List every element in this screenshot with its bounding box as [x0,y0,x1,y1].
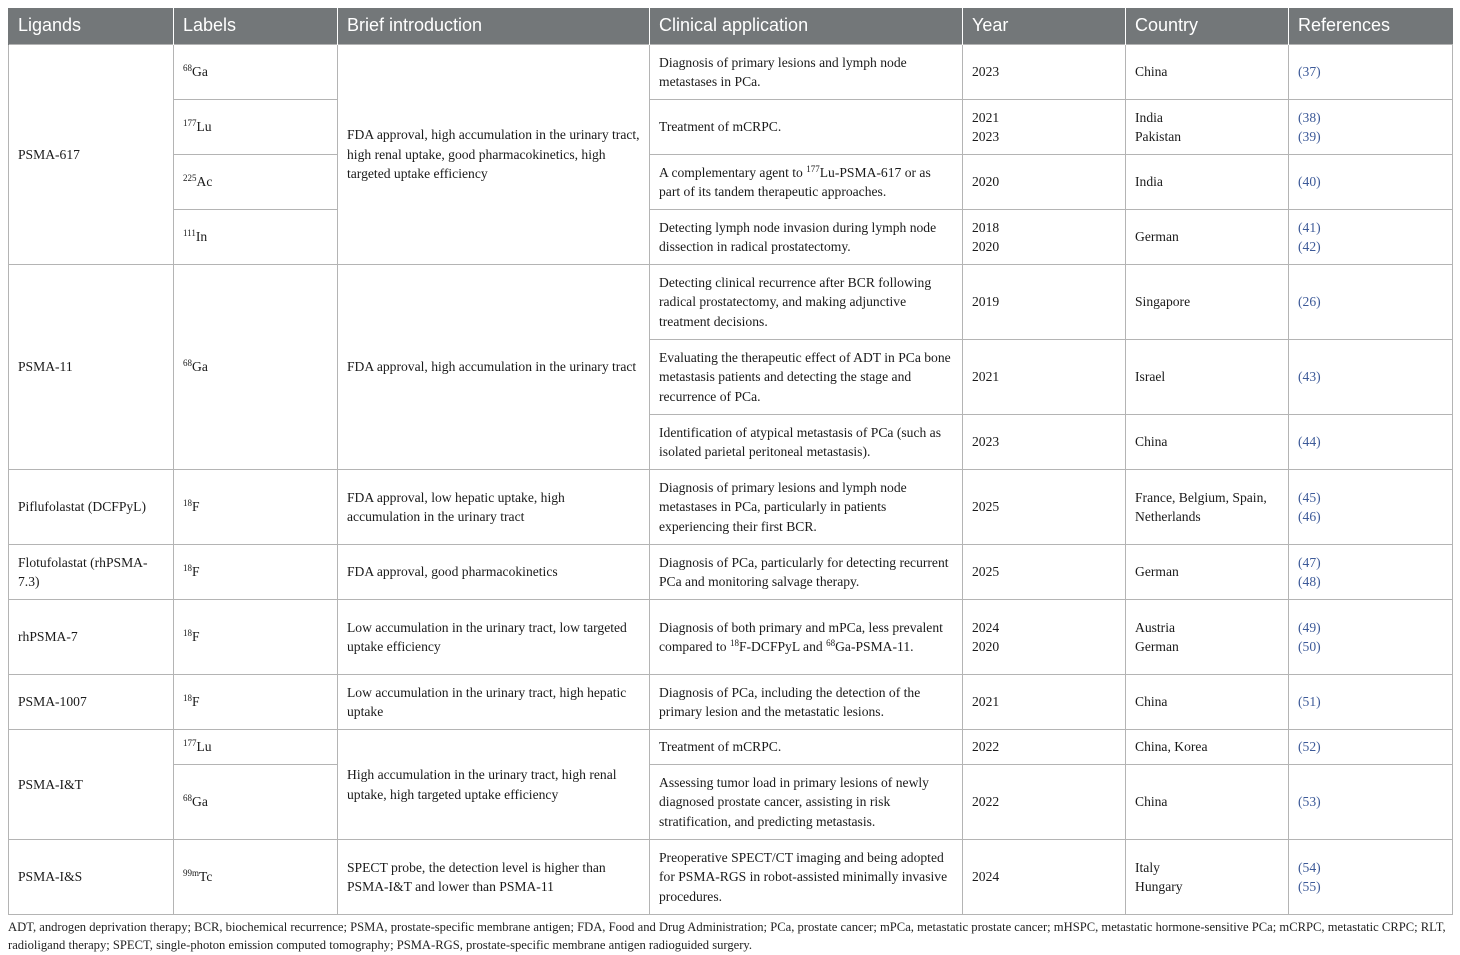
label-cell [174,840,338,915]
isotope-mass: 18 [183,498,192,509]
isotope-mass: 111 [183,228,196,239]
reference-link[interactable]: (42) [1298,239,1321,254]
reference-link[interactable]: (48) [1298,574,1321,589]
reference-link[interactable]: (52) [1298,739,1321,755]
table-row [9,45,1453,100]
label-cell [174,100,338,155]
label-cell [174,545,338,600]
country-value: Hungary [1135,879,1183,894]
year-cell: 2025 [963,470,1126,545]
isotope-mass: 177 [806,163,820,174]
table-container [8,8,1452,954]
header-year: Year [963,8,1126,45]
label-cell [174,730,338,765]
clinical-cell: Identification of atypical metastasis of PCa (such as isolated parietal peritoneal metastasis). [650,415,963,470]
ligand-cell: Flotufolastat (rhPSMA-7.3) [9,545,174,600]
clinical-cell: Treatment of mCRPC. [650,100,963,155]
country-cell: Israel [1126,340,1289,415]
clinical-cell [650,155,963,210]
isotope-mass: 18 [183,563,192,574]
year-cell: 2023 [963,45,1126,100]
clinical-text: A complementary agent to [659,164,807,180]
intro-cell: FDA approval, high accumulation in the urinary tract, high renal uptake, good pharmacokinetics, high targeted uptake efficiency [338,45,650,265]
table-row [9,100,1453,155]
header-labels: Labels [174,8,338,45]
clinical-text: Diagnosis of both primary and mPCa, less prevalent compared to [659,619,943,654]
clinical-cell: Detecting clinical recurrence after BCR following radical prostatectomy, and making adjunctive treatment decisions. [650,265,963,340]
reference-cell [1289,100,1453,155]
country-cell [1126,600,1289,675]
country-value: Austria [1135,619,1176,635]
country-cell: German [1126,210,1289,265]
clinical-cell: Diagnosis of PCa, including the detection of the primary lesion and the metastatic lesions. [650,675,963,730]
year-cell: 2020 [963,155,1126,210]
reference-link[interactable]: (53) [1298,794,1321,810]
isotope-mass: 18 [729,638,739,649]
header-brief-introduction: Brief introduction [338,8,650,45]
country-cell: France, Belgium, Spain, Netherlands [1126,470,1289,545]
intro-cell: Low accumulation in the urinary tract, low targeted uptake efficiency [338,600,650,675]
year-value: 2020 [972,239,1000,254]
table-footnote: ADT, androgen deprivation therapy; BCR, biochemical recurrence; PSMA, prostate-specific membrane antigen; FDA, Food and Drug Administration; PCa, prostate cancer; mPCa, metastatic prostate cancer; mHSPC, metastatic hormone-sensitive PCa; mCRPC, metastatic CRPC; RLT, radioligand therapy; SPECT, single-photon emission computed tomography; PSMA-RGS, prostate-specific membrane antigen radioguided surgery. [8,920,1446,952]
isotope-element: Lu [196,739,212,755]
ligand-cell: PSMA-I&T [9,730,174,840]
isotope-mass: 68 [183,63,192,74]
intro-cell: Low accumulation in the urinary tract, high hepatic uptake [338,675,650,730]
isotope-element: In [195,229,208,245]
table-row [9,155,1453,210]
reference-link[interactable]: (38) [1298,109,1321,125]
clinical-cell: Preoperative SPECT/CT imaging and being adopted for PSMA-RGS in robot-assisted minimally invasive procedures. [650,840,963,915]
clinical-text: F-DCFPyL and [738,639,827,654]
clinical-cell [650,600,963,675]
isotope-element: Tc [199,869,213,885]
country-cell: India [1126,155,1289,210]
country-cell: China, Korea [1126,730,1289,765]
year-cell: 2025 [963,545,1126,600]
reference-link[interactable]: (49) [1298,619,1321,635]
year-value: 2024 [972,619,1000,635]
clinical-cell: Diagnosis of primary lesions and lymph node metastases in PCa, particularly in patients experiencing their first BCR. [650,470,963,545]
label-cell [174,470,338,545]
isotope-mass: 99m [183,868,200,879]
clinical-cell: Assessing tumor load in primary lesions of newly diagnosed prostate cancer, assisting in risk stratification, and predicting metastasis. [650,765,963,840]
year-cell [963,210,1126,265]
reference-link[interactable]: (44) [1298,434,1321,450]
year-value: 2020 [972,639,1000,654]
reference-cell [1289,415,1453,470]
intro-cell: FDA approval, good pharmacokinetics [338,545,650,600]
year-cell: 2023 [963,415,1126,470]
reference-link[interactable]: (45) [1298,489,1321,505]
table-row [9,840,1453,915]
header-clinical-application: Clinical application [650,8,963,45]
isotope-element: F [192,694,200,710]
header-country: Country [1126,8,1289,45]
reference-cell [1289,600,1453,675]
reference-cell [1289,340,1453,415]
clinical-cell: Evaluating the therapeutic effect of ADT in PCa bone metastasis patients and detecting the stage and recurrence of PCa. [650,340,963,415]
reference-link[interactable]: (39) [1298,129,1321,144]
reference-link[interactable]: (43) [1298,369,1321,385]
isotope-mass: 68 [183,358,192,369]
ligand-cell: PSMA-1007 [9,675,174,730]
country-value: India [1135,109,1163,125]
reference-cell [1289,730,1453,765]
label-cell [174,265,338,470]
clinical-cell: Diagnosis of primary lesions and lymph node metastases in PCa. [650,45,963,100]
intro-cell: FDA approval, high accumulation in the urinary tract [338,265,650,470]
table-row [9,765,1453,840]
year-value: 2021 [972,109,1000,125]
clinical-cell: Treatment of mCRPC. [650,730,963,765]
isotope-mass: 68 [183,793,192,804]
country-cell [1126,840,1289,915]
country-cell: China [1126,675,1289,730]
country-value: Pakistan [1135,129,1182,144]
year-cell: 2022 [963,765,1126,840]
header-references: References [1289,8,1453,45]
reference-link[interactable]: (51) [1298,694,1321,710]
reference-link[interactable]: (50) [1298,639,1321,654]
year-value: 2018 [972,219,1000,235]
clinical-text: Lu-PSMA-617 or as part of its tandem therapeutic approaches. [659,164,931,199]
label-cell [174,765,338,840]
isotope-element: Ac [196,174,213,190]
intro-cell: FDA approval, low hepatic uptake, high accumulation in the urinary tract [338,470,650,545]
year-cell: 2024 [963,840,1126,915]
country-cell: Singapore [1126,265,1289,340]
isotope-element: F [192,564,200,580]
reference-cell [1289,210,1453,265]
reference-cell [1289,155,1453,210]
country-cell: China [1126,415,1289,470]
reference-cell [1289,545,1453,600]
ligand-cell: PSMA-617 [9,45,174,265]
intro-cell: SPECT probe, the detection level is higher than PSMA-I&T and lower than PSMA-11 [338,840,650,915]
isotope-mass: 177 [183,738,197,749]
year-value: 2023 [972,129,1000,144]
reference-link[interactable]: (47) [1298,554,1321,570]
table-row [9,470,1453,545]
clinical-cell: Detecting lymph node invasion during lymph node dissection in radical prostatectomy. [650,210,963,265]
isotope-element: Ga [192,64,208,80]
year-cell [963,100,1126,155]
intro-cell: High accumulation in the urinary tract, high renal uptake, high targeted uptake efficiency [338,730,650,840]
country-cell [1126,100,1289,155]
year-cell: 2019 [963,265,1126,340]
reference-link[interactable]: (37) [1298,64,1321,80]
reference-cell [1289,840,1453,915]
isotope-element: Ga [192,794,208,810]
table-row [9,730,1453,765]
table-row [9,265,1453,340]
clinical-cell: Diagnosis of PCa, particularly for detecting recurrent PCa and monitoring salvage therapy. [650,545,963,600]
clinical-text: Ga-PSMA-11. [835,639,914,654]
table-row [9,600,1453,675]
year-cell: 2021 [963,675,1126,730]
country-value: Italy [1135,859,1160,875]
reference-link[interactable]: (41) [1298,219,1321,235]
ligand-cell: PSMA-11 [9,265,174,470]
country-cell: German [1126,545,1289,600]
reference-link[interactable]: (55) [1298,879,1321,894]
isotope-element: Lu [196,119,212,135]
isotope-mass: 177 [183,118,197,129]
isotope-element: F [192,629,200,645]
reference-link[interactable]: (46) [1298,509,1321,524]
year-cell: 2021 [963,340,1126,415]
ligand-cell: PSMA-I&S [9,840,174,915]
reference-cell [1289,265,1453,340]
label-cell [174,155,338,210]
label-cell [174,675,338,730]
psma-ligands-table [8,8,1453,915]
reference-cell [1289,45,1453,100]
table-row [9,210,1453,265]
label-cell [174,600,338,675]
isotope-element: F [192,499,200,515]
country-cell: China [1126,765,1289,840]
country-value: German [1135,639,1179,654]
header-ligands: Ligands [9,8,174,45]
year-cell: 2022 [963,730,1126,765]
reference-link[interactable]: (40) [1298,174,1321,190]
reference-cell [1289,470,1453,545]
header-row [9,8,1453,45]
label-cell [174,45,338,100]
year-cell [963,600,1126,675]
label-cell [174,210,338,265]
isotope-element: Ga [192,359,208,375]
isotope-mass: 225 [183,173,197,184]
reference-cell [1289,765,1453,840]
isotope-mass: 68 [826,638,836,649]
reference-cell [1289,675,1453,730]
ligand-cell: Piflufolastat (DCFPyL) [9,470,174,545]
table-row [9,545,1453,600]
reference-link[interactable]: (26) [1298,294,1321,310]
reference-link[interactable]: (54) [1298,859,1321,875]
table-row [9,675,1453,730]
isotope-mass: 18 [183,693,192,704]
isotope-mass: 18 [183,628,192,639]
country-cell: China [1126,45,1289,100]
ligand-cell: rhPSMA-7 [9,600,174,675]
